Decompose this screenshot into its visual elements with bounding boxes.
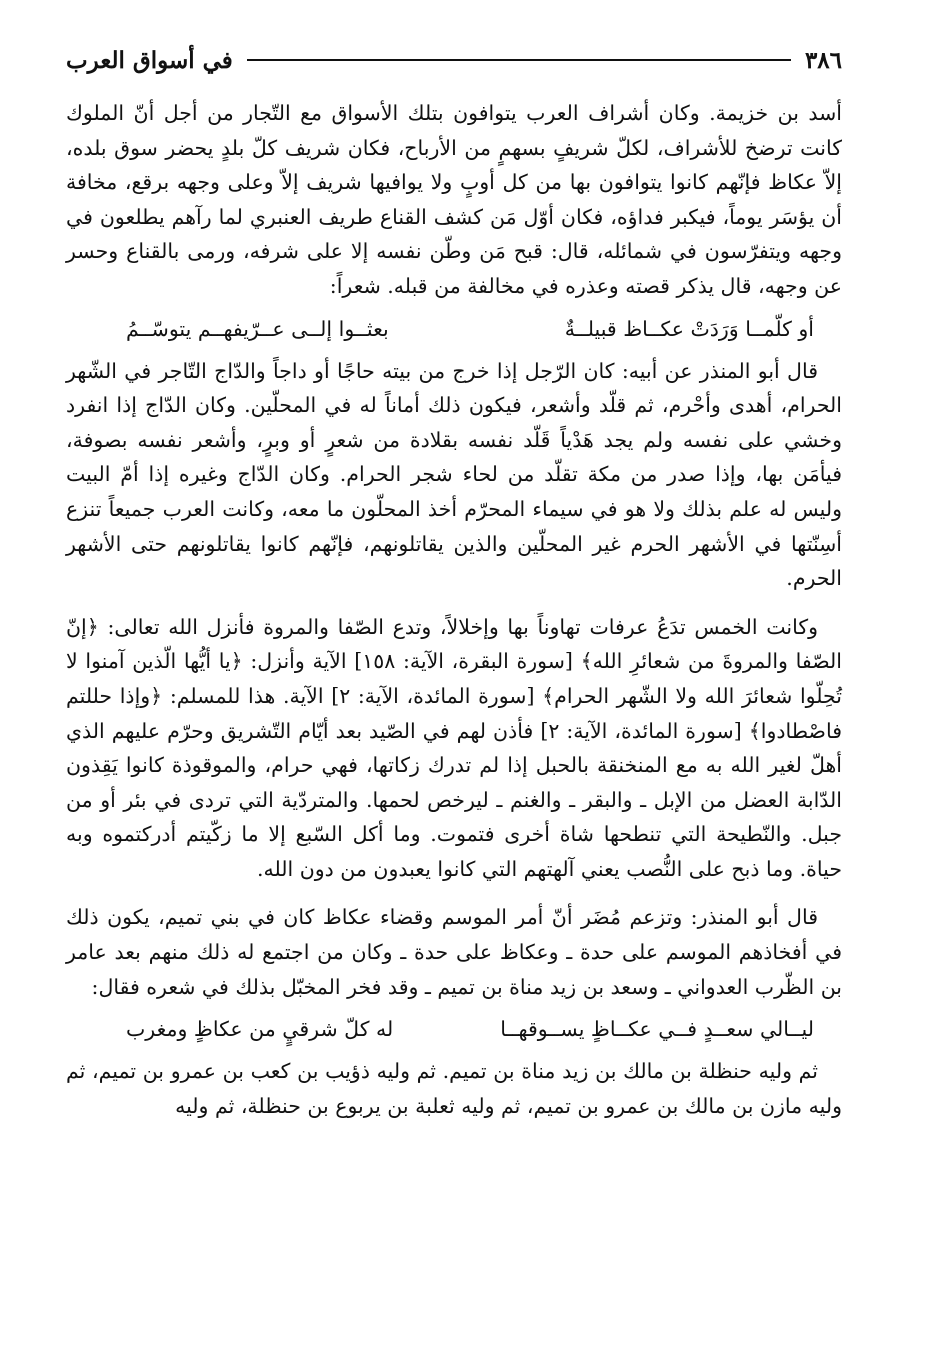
paragraph-2: قال أبو المنذر عن أبيه: كان الرّجل إذا خرج من بيته حاجًا أو داجاً والدّاج التّاجر في الشّهر الحرام، أهدى وأحْرم، ثم قلّد وأشعر، فيكون ذلك أماناً له في المحلّين. وكان الدّاج إذا انفرد وخشي على نفسه ولم يجد هَدْياً قَلّد نفسه بقلادة من شعرٍ أو وبرٍ، وأشعر نفسه بصوفة، فيأمَن بها، وإذا صدر من مكة تقلّد من لحاء شجر الحرام. وكان الدّاج وغيره إذا أمّ البيت وليس له علم بذلك ولا هو في سيماء المحرّم أخذ المحلّون ما معه، وكانت العرب جميعاً تنزع أسِنّتها في الأشهر الحرم غير المحلّين والذين يقاتلونهم، فإنّهم كانوا يقاتلونهم حتى الأشهر الحرم. (66, 358, 842, 591)
verse-1-first-hemistich: أو كلّمــا وَرَدَتْ عكــاظ قبيلــةٌ (564, 316, 814, 341)
paragraph-5: ثم وليه حنظلة بن مالك بن زيد مناة بن تميم. ثم وليه ذؤيب بن كعب بن عمرو بن تميم، ثم وليه مازن بن مالك بن عمرو بن تميم، ثم وليه ثعلبة بن يربوع بن حنظلة، ثم وليه (66, 1059, 842, 1118)
page-body (66, 96, 842, 1123)
page-header (66, 40, 842, 80)
paragraph-3: وكانت الخمس تدَعُ عرفات تهاوناً بها وإخلالاً، وتدع الصّفا والمروة فأنزل الله تعالى: ﴿إنّ الصّفا والمروةَ من شعائرِ الله﴾ [سورة البقرة، الآية: ١٥٨] الآية وأنزل: ﴿يا أيُّها الّذين آمنوا لا تُحِلّوا شعائرَ الله ولا الشّهر الحرام﴾ [سورة المائدة، الآية: ٢] الآية. هذا للمسلم: ﴿وإذا حللتم فاصْطادوا﴾ [سورة المائدة، الآية: ٢] فأذن لهم في الصّيد بعد أيّام التّشريق وحرّم عليهم الذي أهلّ لغير الله به مع المنخنقة بالحبل إذا لم تدرك زكاتها، فهي حرام، والموقوذة كانوا يَقِذون الدّابة العضل من الإبل ـ والبقر ـ والغنم ـ ليرخص لحمها. والمتردّية التي تردى في بئر أو من جبل. والنّطيحة التي تنطحها شاة أخرى فتموت. وما أكل السّبع إلا ما زكّيتم أدركتموه وبه حياة. وما ذبح على النُّصب يعني آلهتهم التي كانوا يعبدون من دون الله. (66, 614, 842, 881)
poem-verse-2 (66, 1012, 842, 1046)
poem-verse-1 (66, 312, 842, 346)
verse-2-second-hemistich: له كلّ شرقيٍ من عكاظٍ ومغرب (126, 1017, 394, 1042)
page-number: ٣٨٦ (804, 46, 842, 74)
paragraph-1: أسد بن خزيمة. وكان أشراف العرب يتوافون بتلك الأسواق مع التّجار من أجل أنّ الملوك كانت ترضخ للأشراف، لكلّ شريفٍ بسهمٍ من الأرباح، فكان شريف كلّ بلدٍ يحضر سوق بلده، إلاّ عكاظ فإنّهم كانوا يتوافون بها من كل أوبٍ ولا يوافيها شريف إلاّ وعلى وجهه برقع، مخافة أن يؤسَر يوماً، فيكبر فداؤه، فكان أوّل مَن كشف القناع طريف العنبري لما رآهم يطلعون في وجهه ويتفرّسون في شمائله، قال: قبح مَن وطّن نفسه إلا على شرفه، ورمى بالقناع وحسر عن وجهه، قال يذكر قصته وعذره في مخالفة من قبله. شعراً: (66, 101, 842, 298)
header-rule (247, 59, 791, 61)
verse-2-first-hemistich: ليــالي سعــدٍ فــي عكــاظٍ يســوقهــا (500, 1017, 814, 1042)
paragraph-spacer (66, 886, 842, 900)
paragraph-4: قال أبو المنذر: وتزعم مُضَر أنّ أمر الموسم وقضاء عكاظ كان في بني تميم، يكون ذلك في أفخاذهم الموسم على حدة ـ وعكاظ على حدة ـ وكان من اجتمع له ذلك منهم بعد عامر بن الظّرب العدواني ـ وسعد بن زيد مناة بن تميم ـ وقد فخر المخبّل بذلك في شعره فقال: (66, 905, 842, 999)
verse-1-second-hemistich: بعثــوا إلــى عــرّيفهــم يتوسّــمُ (126, 316, 389, 341)
paragraph-spacer (66, 596, 842, 610)
running-title: في أسواق العرب (66, 46, 233, 74)
